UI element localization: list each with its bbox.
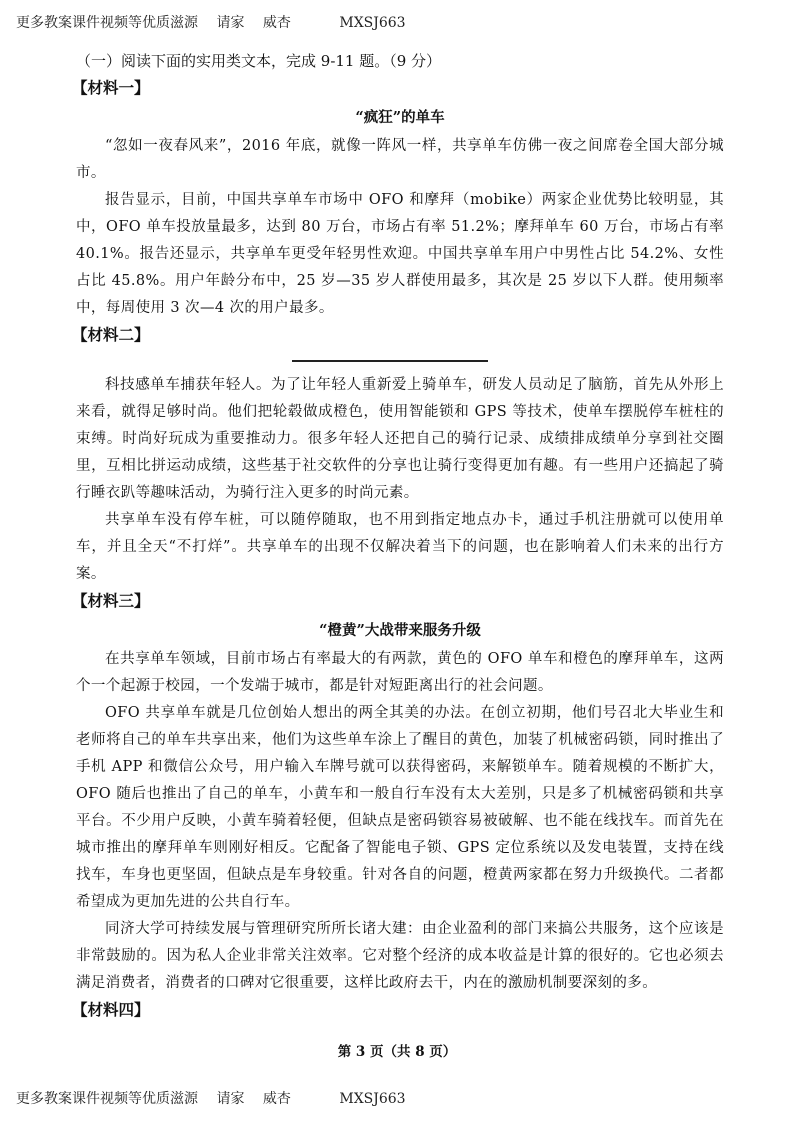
- material-1-title: “疯狂”的单车: [355, 109, 445, 126]
- banner-text-3: 威杏: [262, 15, 291, 31]
- bottom-banner: [16, 1088, 420, 1108]
- material-1-label: 【材料一】: [72, 79, 150, 97]
- material-4-label: 【材料四】: [72, 1001, 150, 1019]
- banner-text-2: 请家: [216, 1091, 245, 1107]
- page-number: 第 3 页（共 8 页）: [337, 1044, 457, 1060]
- banner-text-3: 威杏: [262, 1091, 291, 1107]
- material-1-paragraph: “忽如一夜春风来”，2016 年底，就像一阵风一样，共享单车仿佛一夜之间席卷全国大部分城市。: [76, 138, 724, 181]
- material-2-title-line: [76, 348, 724, 372]
- material-3-paragraph: 在共享单车领域，目前市场占有率最大的有两款，黄色的 OFO 单车和橙色的摩拜单车，这两个一个起源于校园，一个发端于城市，都是针对短距离出行的社会问题。: [76, 651, 724, 694]
- question-header: （一）阅读下面的实用类文本，完成 9-11 题。（9 分）: [76, 52, 442, 70]
- material-2-paragraph: 共享单车没有停车桩，可以随停随取，也不用到指定地点办卡，通过手机注册就可以使用单车，并且全天“不打烊”。共享单车的出现不仅解决着当下的问题，也在影响着人们未来的出行方案。: [76, 512, 724, 582]
- material-2-label: 【材料二】: [72, 326, 150, 344]
- material-3-paragraph: 同济大学可持续发展与管理研究所所长诸大建：由企业盈利的部门来搞公共服务，这个应该是非常鼓励的。因为私人企业非常关注效率。它对整个经济的成本收益是计算的很好的。它也必须去满足消费者，消费者的口碑对它很重要，这样比政府去干，内在的激励机制要深刻的多。: [76, 921, 724, 991]
- top-banner: [16, 12, 420, 32]
- material-1-paragraph: 报告显示，目前，中国共享单车市场中 OFO 和摩拜（mobike）两家企业优势比较明显，其中，OFO 单车投放量最多，达到 80 万台，市场占有率 51.2%；摩拜单车 60 万台，市场占有率 40.1%。报告还显示，共享单车更受年轻男性欢迎。中国共享单车用户中男性占比 54.2%、女性占比 45.8%。用户年龄分布中，25 岁—35 岁人群使用最多，其次是 25 岁以下人群。使用频率中，每周使用 3 次—4 次的用户最多。: [76, 192, 724, 316]
- material-3-label: 【材料三】: [72, 592, 150, 610]
- material-2-paragraph: 科技感单车捕获年轻人。为了让年轻人重新爱上骑单车，研发人员动足了脑筋，首先从外形上来看，就得足够时尚。他们把轮毂做成橙色，使用智能锁和 GPS 等技术，使单车摆脱停车桩柱的束缚。时尚好玩成为重要推动力。很多年轻人还把自己的骑行记录、成绩排成绩单分享到社交圈里，互相比拼运动成绩，这些基于社交软件的分享也让骑行变得更加有趣。有一些用户还搞起了骑行睡衣趴等趣味活动，为骑行注入更多的时尚元素。: [76, 377, 724, 501]
- banner-code: MXSJ663: [339, 15, 406, 31]
- banner-text-1: 更多教案课件视频等优质滋源: [16, 15, 198, 31]
- banner-text-2: 请家: [216, 15, 245, 31]
- material-3-title: “橙黄”大战带来服务升级: [319, 622, 481, 639]
- material-3-paragraph: OFO 共享单车就是几位创始人想出的两全其美的办法。在创立初期，他们号召北大毕业生和老师将自己的单车共享出来，他们为这些单车涂上了醒目的黄色，加装了机械密码锁，同时推出了手机 APP 和微信公众号，用户输入车牌号就可以获得密码，来解锁单车。随着规模的不断扩大，OFO 随后也推出了自己的单车，小黄车和一般自行车没有太大差别，只是多了机械密码锁和共享平台。不少用户反映，小黄车骑着轻便，但缺点是密码锁容易被破解、也不能在线找车。而首先在城市推出的摩拜单车则刚好相反。它配备了智能电子锁、GPS 定位系统以及发电装置，支持在线找车，车身也更坚固，但缺点是车身较重。针对各自的问题，橙黄两家都在努力升级换代。二者都希望成为更加先进的公共自行车。: [76, 705, 724, 910]
- banner-code: MXSJ663: [339, 1091, 406, 1107]
- banner-text-1: 更多教案课件视频等优质滋源: [16, 1091, 198, 1107]
- document-page: [72, 48, 724, 1023]
